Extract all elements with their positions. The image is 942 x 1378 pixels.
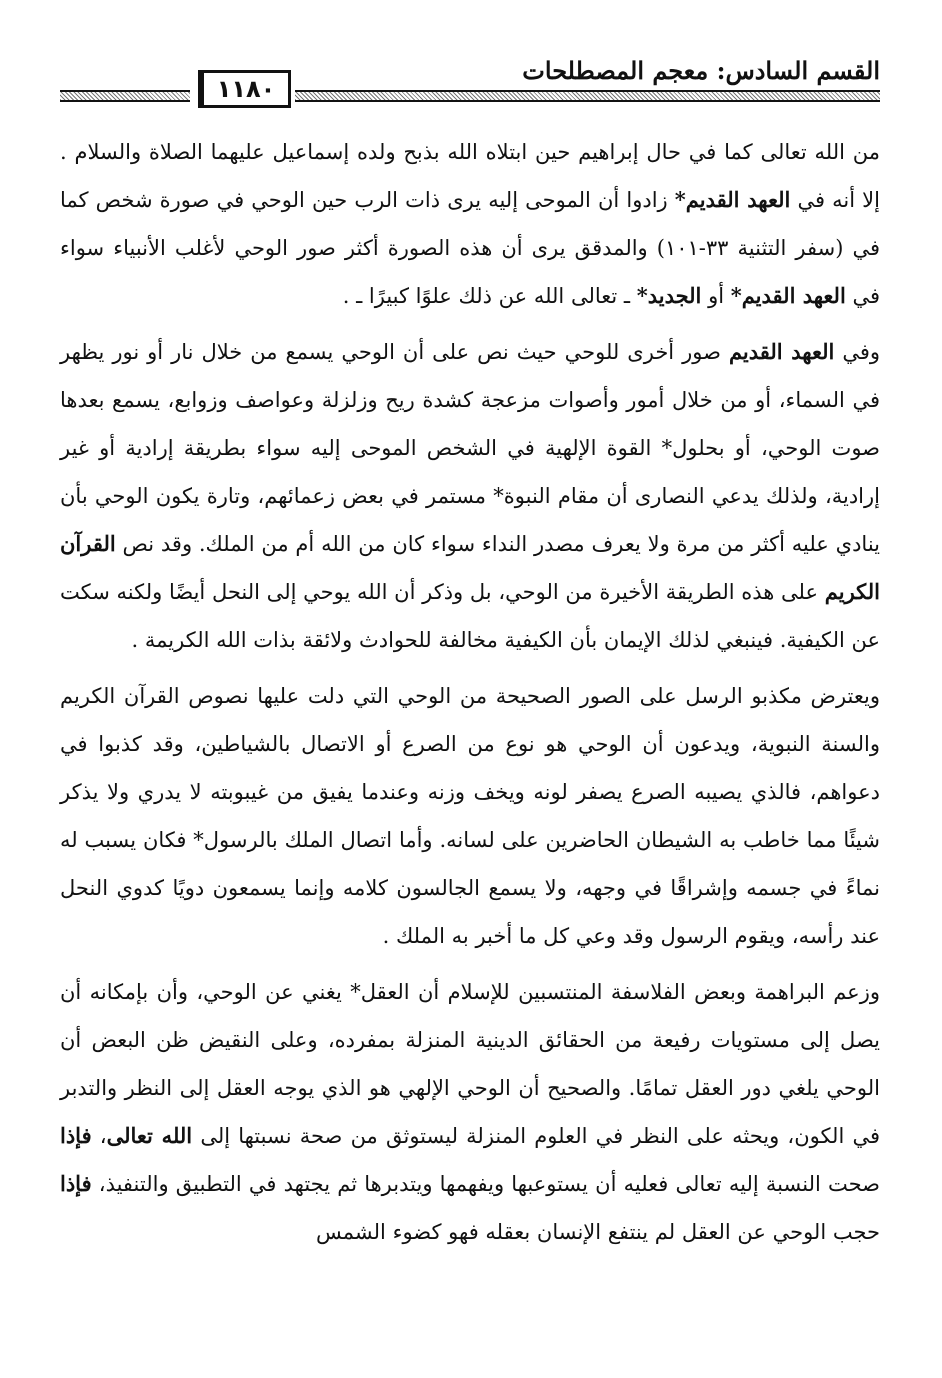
text-run: وفي	[834, 340, 880, 364]
text-run: ،	[91, 1124, 107, 1148]
paragraph	[60, 328, 880, 664]
text-run: أو	[701, 284, 731, 308]
bold-term: القرآن الكريم	[60, 531, 880, 604]
bold-term: فإذا	[60, 1123, 92, 1148]
text-run: زادوا أن الموحى إليه يرى ذات الرب حين الوحي في صورة شخص كما في (سفر التثنية ٣٣-١٠١) والمدقق يرى أن هذه الصورة أكثر صور الوحي لأغلب الأنبياء سواء في	[60, 188, 881, 308]
bold-term: العهد القديم*	[674, 187, 791, 212]
bold-term: الله تعالى	[106, 1123, 193, 1148]
page-header	[60, 40, 880, 110]
text-run: وزعم البراهمة وبعض الفلاسفة المنتسبين للإسلام أن العقل* يغني عن الوحي، وأن بإمكانه أن يصل إلى مستويات رفيعة من الحقائق الدينية المنزلة بمفرده، وعلى النقيض ظن البعض أن الوحي يلغي دور العقل تمامًا. والصحيح أن الوحي الإلهي هو الذي يوجه العقل إلى النظر والتدبر في الكون، ويحثه على النظر في العلوم المنزلة ليستوثق من صحة نسبتها إلى	[60, 980, 881, 1148]
text-run: من الله تعالى كما في حال إبراهيم حين ابتلاه الله بذبح ولده إسماعيل عليهما الصلاة والسلام . إلا أنه في	[60, 140, 880, 212]
section-title: القسم السادس: معجم المصطلحات	[522, 56, 880, 85]
header-rule-left	[60, 90, 190, 102]
bold-term: العهد القديم*	[730, 283, 846, 308]
body-text	[60, 128, 880, 1256]
bold-term: الجديد*	[636, 283, 702, 308]
document-page	[60, 40, 880, 1340]
text-run: ويعترض مكذبو الرسل على الصور الصحيحة من الوحي التي دلت عليها نصوص القرآن الكريم والسنة النبوية، ويدعون أن الوحي هو نوع من الصرع أو الاتصال بالشياطين، وقد كذبوا في دعواهم، فالذي يصيبه الصرع يصفر لونه ويخف وزنه وعندما يفيق من غيبوبته لا يدري ولا يذكر شيئًا مما خاطب به الشيطان الحاضرين على لسانه. وأما اتصال الملك بالرسول* فكان يسبب له نماءً في جسمه وإشراقًا في وجهه، ولا يسمع الجالسون كلامه وإنما يسمعون دويًا كدوي النحل عند رأسه، ويقوم الرسول وقد وعي كل ما أخبر به الملك .	[60, 684, 880, 948]
paragraph	[60, 672, 880, 960]
text-run: على هذه الطريقة الأخيرة من الوحي، بل وذكر أن الله يوحي إلى النحل أيضًا ولكنه سكت عن الكيفية. فينبغي لذلك الإيمان بأن الكيفية مخالفة للحوادث ولائقة بذات الله الكريمة .	[60, 580, 880, 652]
bold-term: العهد القديم	[728, 339, 835, 364]
paragraph	[60, 968, 880, 1256]
bold-term: فإذا	[60, 1171, 92, 1196]
text-run: صور أخرى للوحي حيث نص على أن الوحي يسمع من خلال نار أو نور يظهر في السماء، أو من خلال أمور وأصوات مزعجة كشدة ريح وزلزلة وعواصف وزوابع، يسمع بعدها صوت الوحي، أو بحلول* القوة الإلهية في الشخص الموحى إليه سواء بطريقة إرادية أو غير إرادية، ولذلك يدعي النصارى أن مقام النبوة* مستمر في بعض زعمائهم، وتارة يكون الوحي بأن ينادي عليه أكثر من مرة ولا يعرف مصدر النداء سواء كان من الله أم من الملك. وقد نص	[60, 340, 880, 556]
page-number: ١١٨٠	[198, 70, 291, 108]
text-run: صحت النسبة إليه تعالى فعليه أن يستوعبها ويفهمها ويتدبرها ثم يجتهد في التطبيق والتنفيذ،	[91, 1172, 880, 1196]
text-run: حجب الوحي عن العقل لم ينتفع الإنسان بعقله فهو كضوء الشمس	[316, 1220, 880, 1244]
paragraph	[60, 128, 880, 320]
header-rule-right	[295, 90, 880, 102]
text-run: ـ تعالى الله عن ذلك علوًا كبيرًا ـ .	[342, 284, 637, 308]
